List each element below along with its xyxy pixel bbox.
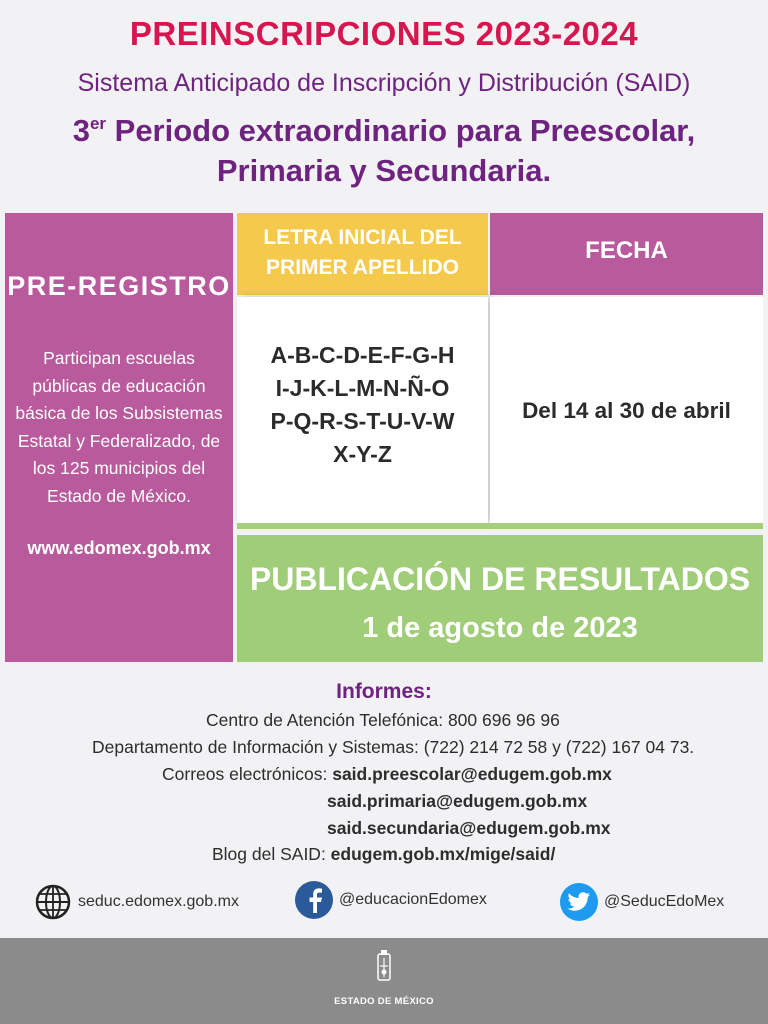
- web-link[interactable]: [34, 883, 239, 921]
- period-title: [0, 104, 768, 191]
- date-value: Del 14 al 30 de abril: [522, 398, 731, 423]
- informes-title: Informes:: [336, 680, 432, 703]
- blog-label: Blog del SAID:: [212, 844, 331, 864]
- header: [0, 14, 768, 191]
- department-line: [92, 737, 694, 758]
- period-sup: er: [89, 114, 107, 133]
- description-line: básica de los Subsistemas: [15, 403, 223, 423]
- description-line: Participan escuelas: [43, 348, 195, 368]
- letter-row: I-J-K-L-M-N-Ñ-O: [275, 375, 450, 401]
- blog-link[interactable]: edugem.gob.mx/mige/said/: [330, 844, 556, 864]
- page-subtitle: Sistema Anticipado de Inscripción y Distribución (SAID): [77, 69, 691, 97]
- blog-line: [212, 844, 555, 865]
- letter-column-header: [237, 213, 488, 295]
- phone-line: [206, 710, 560, 731]
- letters-list: [237, 339, 488, 471]
- department-value: (722) 214 72 58 y (722) 167 04 73.: [423, 737, 695, 757]
- facebook-label: @educacionEdomex: [339, 891, 487, 908]
- department-label: Departamento de Información y Sistemas:: [92, 737, 424, 757]
- letter-row: X-Y-Z: [333, 441, 392, 467]
- facebook-icon: [295, 881, 333, 919]
- description-line: los 125 municipios del: [32, 458, 206, 478]
- letter-header-line2: PRIMER APELLIDO: [266, 256, 459, 279]
- results-panel: [237, 535, 763, 662]
- description-line: Estatal y Federalizado, de: [17, 430, 221, 451]
- page-title: PREINSCRIPCIONES 2023-2024: [129, 15, 639, 52]
- divider: [237, 523, 763, 529]
- letter-row: A-B-C-D-E-F-G-H: [270, 342, 455, 368]
- web-label: seduc.edomex.gob.mx: [78, 893, 239, 910]
- footer: [0, 938, 768, 1024]
- phone-label: Centro de Atención Telefónica:: [206, 710, 448, 730]
- twitter-label: @SeducEdoMex: [604, 893, 725, 910]
- email-line: [327, 818, 611, 839]
- email-link[interactable]: said.secundaria@edugem.gob.mx: [327, 818, 611, 838]
- preregistro-description: [11, 345, 227, 510]
- date-column-header: FECHA: [490, 213, 763, 295]
- letters-cell: [237, 297, 488, 523]
- emails-line: [162, 764, 612, 785]
- period-line2: Primaria y Secundaria.: [216, 153, 552, 188]
- state-seal-icon: [376, 950, 392, 995]
- footer-label: ESTADO DE MÉXICO: [334, 996, 434, 1007]
- globe-icon: [34, 883, 72, 921]
- preregistro-url-link[interactable]: www.edomex.gob.mx: [27, 538, 211, 558]
- email-link[interactable]: said.preescolar@edugem.gob.mx: [332, 764, 612, 784]
- date-cell: [490, 297, 763, 523]
- results-date: 1 de agosto de 2023: [362, 612, 638, 644]
- description-line: públicas de educación: [32, 375, 206, 396]
- letter-header-line1: LETRA INICIAL DEL: [263, 226, 462, 249]
- email-link[interactable]: said.primaria@edugem.gob.mx: [327, 791, 588, 811]
- description-line: Estado de México.: [47, 485, 191, 506]
- facebook-link[interactable]: [295, 881, 487, 919]
- preregistro-panel: [5, 213, 233, 662]
- twitter-icon: [560, 883, 598, 921]
- letter-row: P-Q-R-S-T-U-V-W: [270, 408, 455, 434]
- period-line1: Periodo extraordinario para Preescolar,: [106, 113, 696, 148]
- emails-label: Correos electrónicos:: [162, 764, 333, 784]
- social-bar: [0, 877, 768, 933]
- period-number: 3: [72, 113, 90, 148]
- results-title: PUBLICACIÓN DE RESULTADOS: [249, 561, 751, 597]
- preregistro-title: PRE-REGISTRO: [7, 271, 231, 301]
- phone-value[interactable]: 800 696 96 96: [447, 710, 560, 730]
- twitter-link[interactable]: [560, 883, 724, 921]
- email-line: [327, 791, 587, 812]
